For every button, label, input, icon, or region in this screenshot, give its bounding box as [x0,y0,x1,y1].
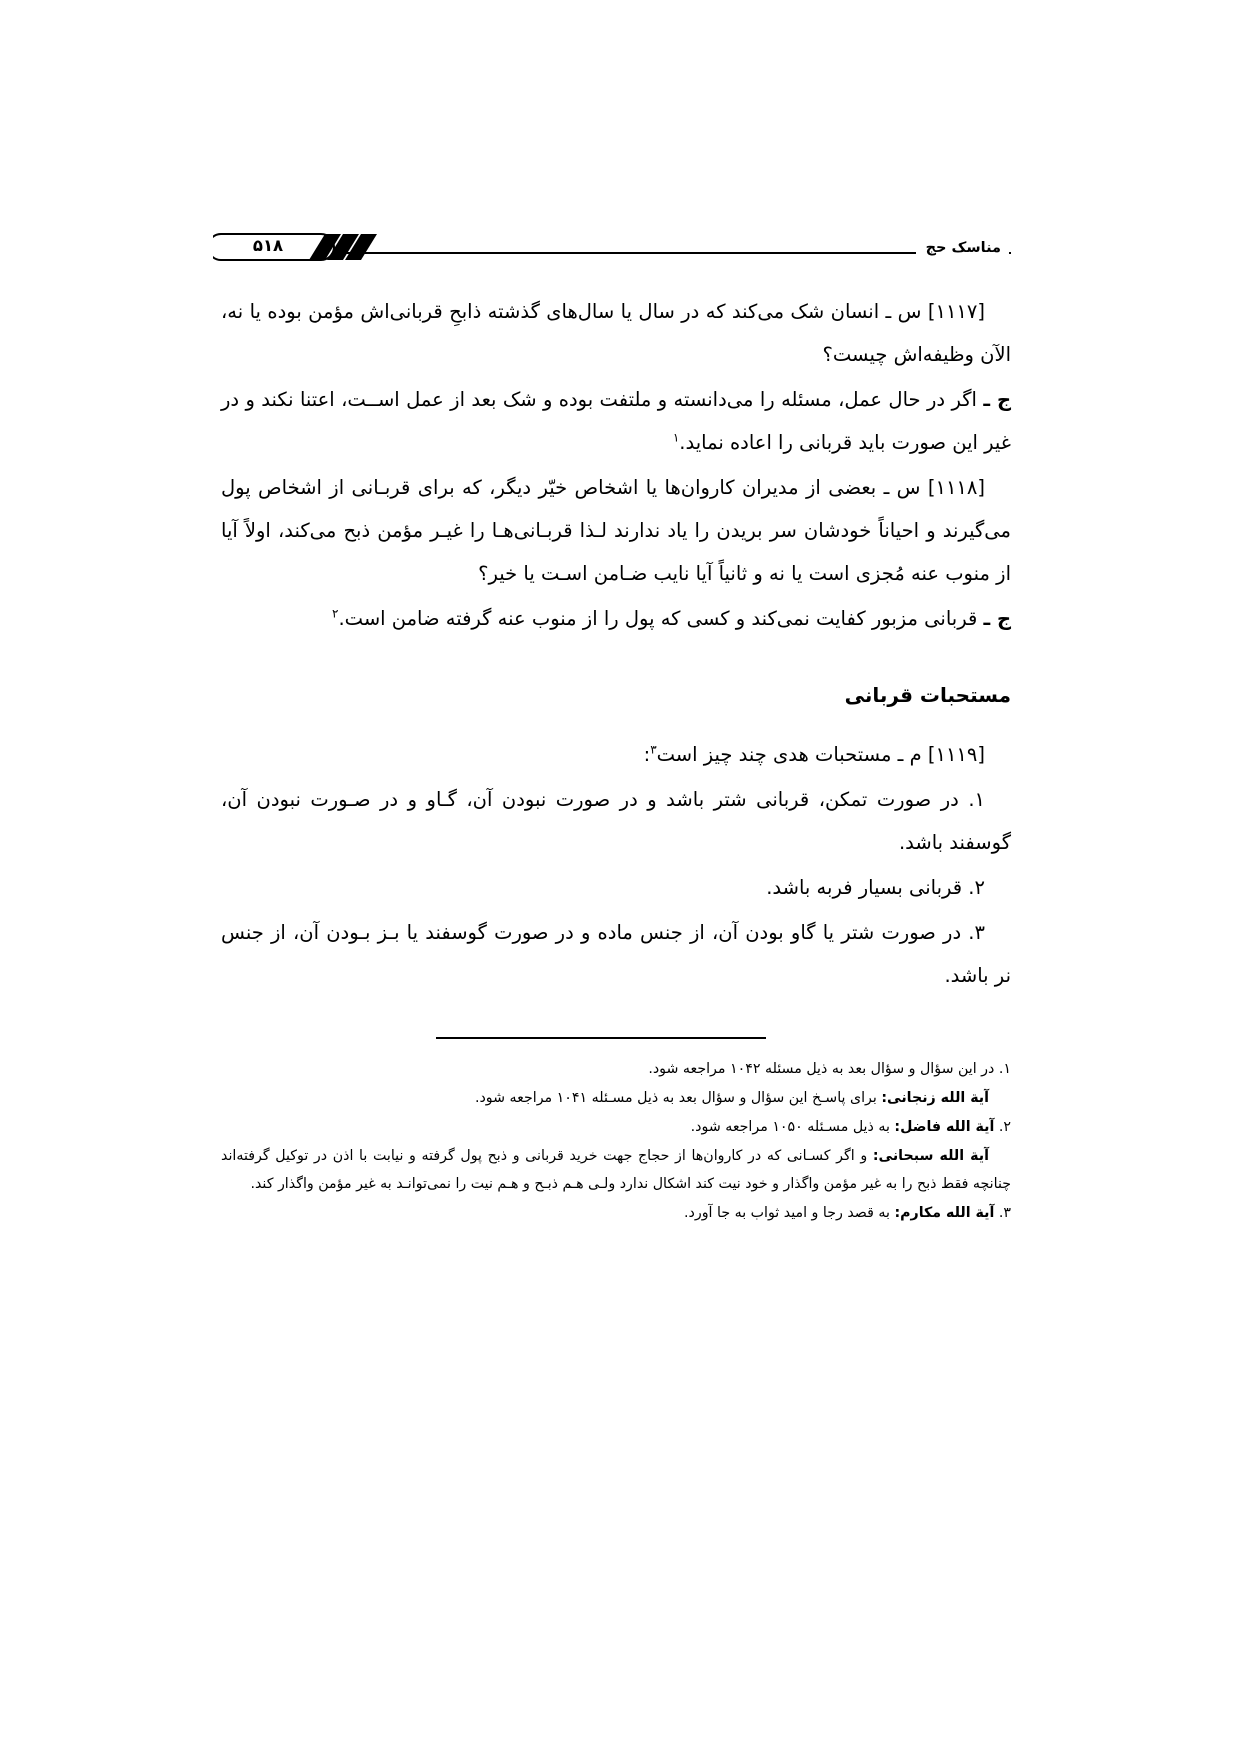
footnote-separator [436,1037,766,1039]
section-heading-mustahabbat: مستحبات قربانی [844,683,1011,707]
footnote-1b [221,1084,1011,1112]
footnote-marker-2[interactable]: ۲ [332,606,339,621]
list-item-3-text: ۳. در صورت شتر یا گاو بودن آن، از جنس ماده و در صورت گوسفند یا بـز بـودن آن، از جنس نر باشد. [221,921,1011,987]
page-header [221,232,1011,266]
answer-1117-lead: ج ـ [983,388,1011,411]
list-item-2-text: ۲. قربانی بسیار فربه باشد. [766,876,985,899]
question-1117-text: [۱۱۱۷] س ـ انسان شک می‌کند که در سال یا سال‌های گذشته ذابحِ قربانی‌اش مؤمن بوده یا نه، الآن وظیفه‌اش چیست؟ [221,300,1011,366]
question-1119-text: [۱۱۱۹] م ـ مستحبات هدی چند چیز است [656,743,985,766]
list-item-1 [221,778,1011,864]
body-text [221,290,1011,997]
footnote-1-number: ۱. [998,1060,1011,1077]
footnote-2b-text: و اگر کسـانی که در کاروان‌ها از حجاج جهت خرید قربانی و ذبح پول گرفته و نیابت با اذن در توکیل گرفته‌اند چنانچه فقط ذبح را به غیر مؤمن واگذار و خود نیت کند اشکال ندارد ولـی هـم ذبـح و هـم نیت را نمی‌توانـد به غیر مؤمن واگذار کند. [221,1147,1011,1192]
page-number-badge [213,230,393,264]
answer-1118 [221,597,1011,640]
answer-1118-text: قربانی مزبور کفایت نمی‌کند و کسی که پول را از منوب عنه گرفته ضامن است. [338,607,978,630]
footnote-3-number: ۳. [998,1204,1011,1221]
answer-1117 [221,378,1011,464]
footnote-3-lead: آیة الله مکارم: [894,1204,995,1221]
list-item-1-text: ۱. در صورت تمکن، قربانی شتر باشد و در صورت نبودن آن، گـاو و در صـورت نبودن آن، گوسفند باشد. [221,788,1011,854]
footnote-2b-lead: آیة الله سبحانی: [872,1147,989,1164]
book-title: مناسک حج [916,238,1009,258]
list-item-2 [221,866,1011,909]
footnote-2-text: به ذیل مسـئله ۱۰۵۰ مراجعه شود. [690,1118,890,1135]
footnotes-block [221,1055,1011,1227]
list-item-3 [221,911,1011,997]
question-1117 [221,290,1011,376]
footnote-3 [221,1199,1011,1227]
footnote-2-lead: آیة الله فاضل: [894,1118,995,1135]
answer-1117-text: اگر در حال عمل، مسئله را می‌دانسته و ملتفت بوده و شک بعد از عمل اســت، اعتنا نکند و در غیر این صورت باید قربانی را اعاده نماید. [221,388,1011,454]
footnote-3-text: به قصد رجا و امید ثواب به جا آورد. [684,1204,890,1221]
question-1118-text: [۱۱۱۸] س ـ بعضی از مدیران کاروان‌ها یا اشخاص خیّر دیگر، که برای قربـانی از اشخاص پول می‌گیرند و احیاناً خودشان سر بریدن را یاد ندارند لـذا قربـانی‌هـا را غیـر مؤمن ذبح می‌کند، اولاً آیا از منوب عنه مُجزی است یا نه و ثانیاً آیا نایب ضـامن اسـت یا خیر؟ [221,476,1011,585]
footnote-1-text: در این سؤال و سؤال بعد به ذیل مسئله ۱۰۴۲ مراجعه شود. [648,1060,995,1077]
footnote-1b-text: برای پاسـخ این سؤال و سؤال بعد به ذیل مسـئله ۱۰۴۱ مراجعه شود. [474,1089,877,1106]
question-1118 [221,466,1011,595]
page-content [221,232,1011,1228]
footnote-2 [221,1113,1011,1141]
answer-1118-lead: ج ـ [983,607,1011,630]
footnote-2b [221,1142,1011,1198]
question-1119: [۱۱۱۹] م ـ مستحبات هدی چند چیز است$^۳$: [643,742,985,766]
page-number: ۵۱۸ [252,236,284,255]
footnote-marker-3[interactable]: ۳ [650,742,657,757]
footnote-2-number: ۲. [998,1118,1011,1135]
footnote-1 [221,1055,1011,1083]
footnote-marker-1[interactable]: ۱ [672,430,680,445]
footnote-1b-lead: آیة الله زنجانی: [881,1089,989,1106]
